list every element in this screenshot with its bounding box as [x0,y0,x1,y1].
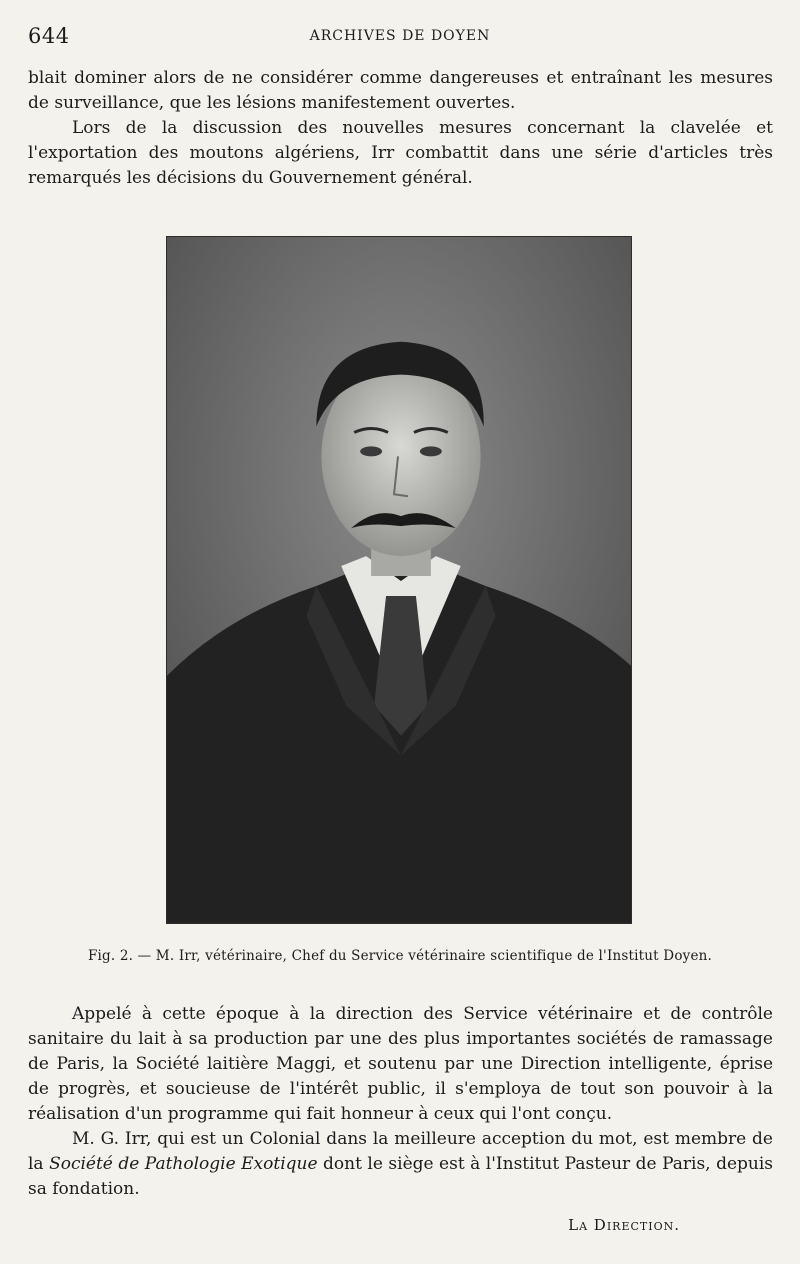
body-text [28,1002,773,1202]
figure-caption: Fig. 2. — M. Irr, vétérinaire, Chef du Service vétérinaire scientifique de l'Institut Doyen. [87,948,713,964]
society-name: Société de Pathologie Exotique [49,1154,318,1174]
portrait-photo [166,236,632,924]
paragraph-service: Appelé à cette époque à la direction des Service vétérinaire et de contrôle sanitaire du lait à sa production par une des plus importantes sociétés de ramassage de Paris, la Société laitière Maggi, et soutenu par une Direction intelligente, éprise de progrès, et soucieuse de l'intérêt public, il s'employa de tout son pouvoir à la réalisation d'un programme qui fait honneur à ceux qui l'ont conçu. [28,1004,773,1124]
running-head: ARCHIVES DE DOYEN [309,28,491,44]
portrait-illustration [167,237,631,923]
signature: La Direction. [568,1216,680,1234]
paragraph-continuation: blait dominer alors de ne considérer comme dangereuses et entraînant les mesures de surveillance, que les lésions manifestement ouvertes. [28,68,773,113]
paragraph-clavelee: Lors de la discussion des nouvelles mesures concernant la clavelée et l'exportation des moutons algériens, Irr combattit dans une série d'articles très remarqués les décisions du Gouvernement général. [28,118,773,188]
intro-text [28,66,773,191]
page-number: 644 [28,24,70,48]
membership-text-start: M. G. Irr, qui est un Colonial dans la meilleure acception du mot, est membre de la [28,1129,773,1174]
paragraph-membership [28,1127,773,1202]
membership-text-end: dont le siège est à l'Institut Pasteur de Paris, depuis sa fondation. [28,1154,774,1199]
page-header [28,24,772,52]
